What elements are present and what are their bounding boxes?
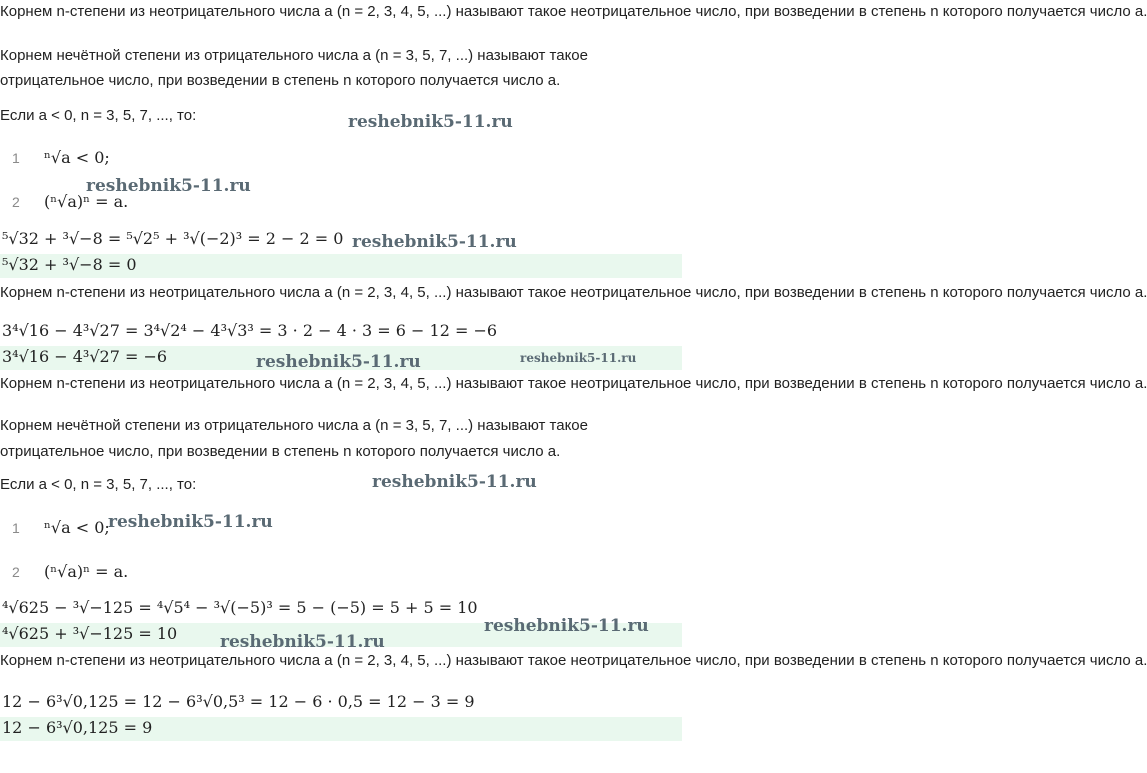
list-number: 1 — [12, 520, 20, 536]
watermark: reshebnik5-11.ru — [372, 472, 537, 492]
property-2b: (ⁿ√a)ⁿ = a. — [44, 562, 129, 581]
list-item — [0, 148, 680, 168]
property-1b: ⁿ√a < 0; — [44, 518, 110, 537]
equation-answer-4: 12 − 6³√0,125 = 9 — [0, 717, 682, 741]
property-2: (ⁿ√a)ⁿ = a. — [44, 192, 129, 211]
list-number: 2 — [12, 564, 20, 580]
equation-work-4: 12 − 6³√0,125 = 12 − 6³√0,5³ = 12 − 6 · 0,5 = 12 − 3 = 9 — [2, 692, 475, 711]
watermark: reshebnik5-11.ru — [352, 232, 517, 252]
equation-answer-1: ⁵√32 + ³√−8 = 0 — [0, 254, 682, 278]
watermark: reshebnik5-11.ru — [86, 176, 251, 196]
definition-nonnegative-4: Корнем n-степени из неотрицательного числа a (n = 2, 3, 4, 5, ...) называют такое неотрицательное число, при возведении в степень n которого получается число a. — [0, 652, 1147, 669]
definition-nonnegative-1: Корнем n-степени из неотрицательного числа a (n = 2, 3, 4, 5, ...) называют такое неотрицательное число, при возведении в степень n которого получается число a. — [0, 3, 1147, 20]
definition-odd-line1-1: Корнем нечётной степени из отрицательного числа a (n = 3, 5, 7, ...) называют такое — [0, 47, 588, 64]
equation-work-2: 3⁴√16 − 4³√27 = 3⁴√2⁴ − 4³√3³ = 3 · 2 − 4 · 3 = 6 − 12 = −6 — [2, 321, 498, 340]
condition-line-2: Если a < 0, n = 3, 5, 7, ..., то: — [0, 476, 197, 493]
equation-work-3: ⁴√625 − ³√−125 = ⁴√5⁴ − ³√(−5)³ = 5 − (−5) = 5 + 5 = 10 — [2, 598, 478, 617]
list-number: 2 — [12, 194, 20, 210]
definition-odd-line2-1: отрицательное число, при возведении в степень n которого получается число a. — [0, 72, 561, 89]
equation-answer-3: ⁴√625 + ³√−125 = 10 — [0, 623, 682, 647]
property-1: ⁿ√a < 0; — [44, 148, 110, 167]
equation-work-1: ⁵√32 + ³√−8 = ⁵√2⁵ + ³√(−2)³ = 2 − 2 = 0 — [2, 229, 344, 248]
definition-nonnegative-2: Корнем n-степени из неотрицательного числа a (n = 2, 3, 4, 5, ...) называют такое неотрицательное число, при возведении в степень n которого получается число a. — [0, 284, 1147, 301]
condition-line-1: Если a < 0, n = 3, 5, 7, ..., то: — [0, 107, 197, 124]
watermark: reshebnik5-11.ru — [256, 352, 421, 372]
watermark: reshebnik5-11.ru — [484, 616, 649, 636]
list-item — [0, 518, 680, 538]
definition-odd-line1-2: Корнем нечётной степени из отрицательного числа a (n = 3, 5, 7, ...) называют такое — [0, 417, 588, 434]
definition-odd-line2-2: отрицательное число, при возведении в степень n которого получается число a. — [0, 443, 561, 460]
list-item — [0, 562, 680, 582]
definition-nonnegative-3: Корнем n-степени из неотрицательного числа a (n = 2, 3, 4, 5, ...) называют такое неотрицательное число, при возведении в степень n которого получается число a. — [0, 375, 1147, 392]
watermark: reshebnik5-11.ru — [108, 512, 273, 532]
watermark: reshebnik5-11.ru — [520, 351, 637, 365]
list-number: 1 — [12, 150, 20, 166]
equation-answer-2: 3⁴√16 − 4³√27 = −6 — [0, 346, 682, 370]
watermark: reshebnik5-11.ru — [348, 112, 513, 132]
watermark: reshebnik5-11.ru — [220, 632, 385, 652]
